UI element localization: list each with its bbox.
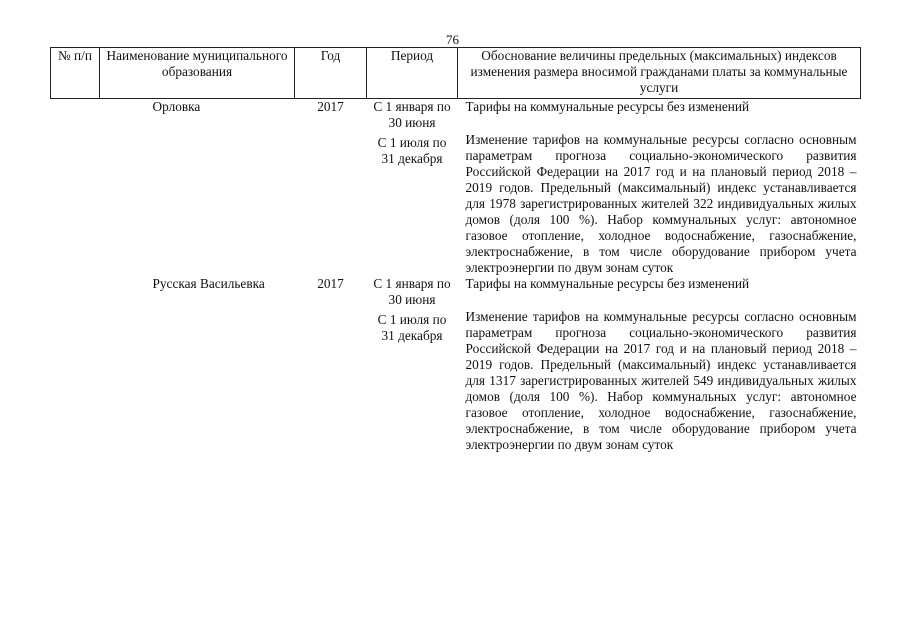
header-basis: Обоснование величины предельных (максимальных) индексов изменения размера вносимой гражданами платы за коммунальные услуги — [458, 48, 861, 99]
basis-cell — [458, 276, 861, 453]
period-first-half: С 1 января по 30 июня — [373, 276, 451, 307]
row-num — [51, 276, 100, 453]
municipality-name: Русская Васильевка — [152, 276, 265, 291]
basis-second-half: Изменение тарифов на коммунальные ресурсы согласно основным параметрам прогноза социально-экономического развития Российской Федерации на 2017 год и на плановый период 2018 – 2019 годов. Предельный (максимальный) индекс устанавливается для 1317 зарегистрированных жителей 549 индивидуальных жилых домов (доля 100 %). Набор коммунальных услуг: автономное газовое отопление, холодное водоснабжение, газоснабжение, электроснабжение, в том числе оборудование прибором учета электроэнергии по двум зонам суток — [465, 309, 857, 452]
municipality-name: Орловка — [152, 99, 201, 114]
period-second-half: С 1 июля по 31 декабря — [377, 312, 447, 343]
table-header — [51, 48, 861, 99]
period-second-half: С 1 июля по 31 декабря — [377, 135, 447, 166]
basis-second-half: Изменение тарифов на коммунальные ресурсы согласно основным параметрам прогноза социально-экономического развития Российской Федерации на 2017 год и на плановый период 2018 – 2019 годов. Предельный (максимальный) индекс устанавливается для 1978 зарегистрированных жителей 322 индивидуальных жилых домов (доля 100 %). Набор коммунальных услуг: автономное газовое отопление, холодное водоснабжение, газоснабжение, электроснабжение, в том числе оборудование прибором учета электроэнергии по двум зонам суток — [465, 132, 857, 275]
header-period: Период — [367, 48, 458, 99]
year-cell: 2017 — [317, 276, 344, 291]
header-num: № п/п — [51, 48, 100, 99]
table-row — [51, 276, 861, 453]
year-cell: 2017 — [317, 99, 344, 114]
header-municipality: Наименование муниципального образования — [100, 48, 295, 99]
header-year: Год — [295, 48, 367, 99]
basis-first-half: Тарифы на коммунальные ресурсы без изменений — [465, 99, 750, 114]
table-row — [51, 99, 861, 277]
period-cell — [367, 276, 458, 453]
period-first-half: С 1 января по 30 июня — [373, 99, 451, 130]
page-number: 76 — [446, 32, 459, 47]
basis-cell — [458, 99, 861, 277]
basis-first-half: Тарифы на коммунальные ресурсы без изменений — [465, 276, 750, 291]
tariff-index-table — [50, 47, 861, 453]
period-cell — [367, 99, 458, 277]
row-num — [51, 99, 100, 277]
